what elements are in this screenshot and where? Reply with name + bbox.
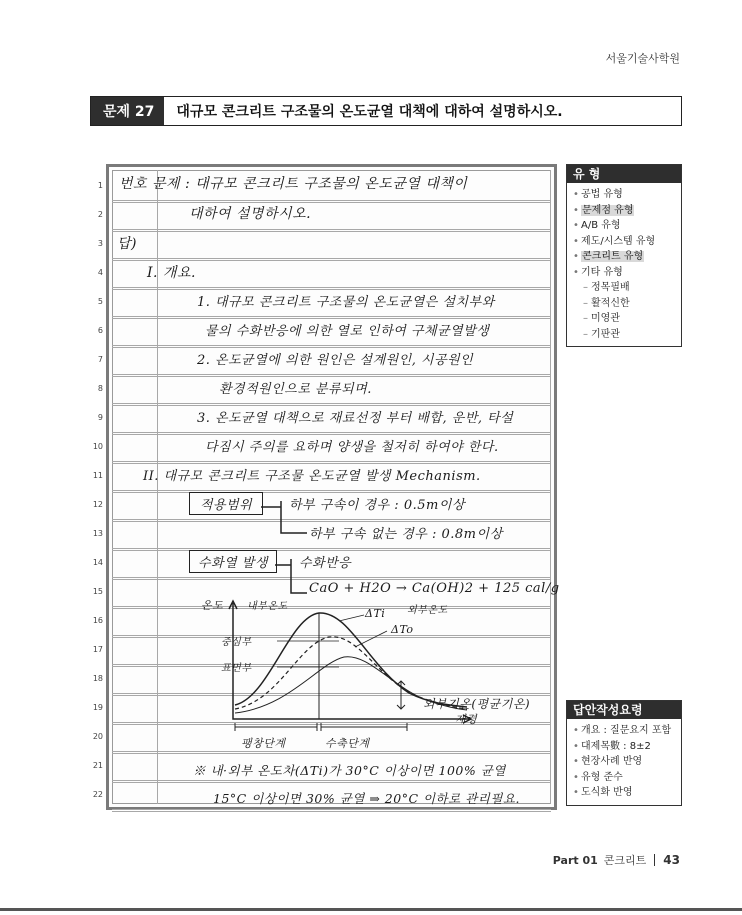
diagram-phase-shrink: 수축단계 xyxy=(325,737,370,750)
line-number: 10 xyxy=(92,442,103,451)
sidebar-type-title: 유 형 xyxy=(567,165,681,183)
line-19: 외부기온(평균기온) xyxy=(423,697,531,711)
bullet-icon: • xyxy=(573,189,579,200)
bullet-icon: • xyxy=(573,235,579,247)
sheet-rule xyxy=(112,751,551,754)
footer xyxy=(553,852,680,868)
problem-tag: 문제 27 xyxy=(91,97,164,125)
line-1: 번호 문제 : 대규모 콘크리트 구조물의 온도균열 대책이 xyxy=(119,176,468,192)
sidebar-type-item xyxy=(573,234,677,250)
sheet-rule xyxy=(112,287,551,290)
line-8: 환경적원인으로 분류되며. xyxy=(219,382,372,397)
line-number: 1 xyxy=(97,181,103,190)
sheet-rule xyxy=(112,345,551,348)
footer-section: 콘크리트 xyxy=(603,854,647,867)
sidebar-type-item-label: 제도/시스템 유형 xyxy=(581,235,656,247)
sidebar-type-item xyxy=(573,218,677,234)
sidebar-type-item xyxy=(573,249,677,265)
line-number: 4 xyxy=(97,268,103,277)
sidebar-type-item-label: 콘크리트 유형 xyxy=(582,251,644,262)
line-13: 하부 구속 없는 경우 : 0.8m이상 xyxy=(309,527,503,542)
sheet-rule xyxy=(112,548,551,551)
sidebar-type-item xyxy=(573,265,677,281)
line-3: 답) xyxy=(117,236,137,252)
sheet-rule xyxy=(112,809,551,812)
line-7: 2. 온도균열에 의한 원인은 설계원인, 시공원인 xyxy=(197,353,474,368)
line-6: 물의 수화반응에 의한 열로 인하여 구체균열발생 xyxy=(205,324,490,339)
line-14: 수화반응 xyxy=(299,556,352,571)
dash-icon: – xyxy=(583,313,588,324)
sidebar-type-item-label: 기타 유형 xyxy=(581,266,623,278)
line-2: 대하여 설명하시오. xyxy=(189,206,312,222)
sheet-rule xyxy=(112,374,551,377)
diagram-center-label: 중심부 xyxy=(221,637,252,648)
sheet-rule xyxy=(112,258,551,261)
line-number: 21 xyxy=(92,761,103,770)
sidebar-type-subitem xyxy=(573,311,677,327)
bullet-icon: • xyxy=(573,771,579,783)
diagram-exterior-label: 외부온도 xyxy=(407,605,448,616)
sidebar-answer-item xyxy=(573,739,677,755)
sheet-rule xyxy=(112,229,551,232)
sidebar-type-item xyxy=(573,203,677,219)
line-12: 하부 구속이 경우 : 0.5m이상 xyxy=(289,498,465,513)
bullet-icon: • xyxy=(573,220,579,231)
dash-icon: – xyxy=(583,328,588,340)
diagram-surface-label: 표면부 xyxy=(221,663,252,674)
sidebar-answer-item xyxy=(573,754,677,770)
line-number: 22 xyxy=(92,790,103,799)
diagram-interior-label: 내부온도 xyxy=(247,601,288,612)
bullet-icon: • xyxy=(573,756,579,767)
sidebar-answer-box xyxy=(566,700,682,806)
bullet-icon: • xyxy=(573,725,579,736)
dash-icon: – xyxy=(583,282,588,293)
line-15: CaO + H2O → Ca(OH)2 + 125 cal/g xyxy=(309,581,560,596)
line-number: 2 xyxy=(97,210,103,219)
diagram-delta-ti: ΔTi xyxy=(365,607,386,620)
line-number: 3 xyxy=(97,239,103,248)
line-number: 8 xyxy=(97,384,103,393)
sidebar-type-box xyxy=(566,164,682,347)
sidebar-answer-item-label: 개요 : 질문요지 포함 xyxy=(581,725,672,736)
box-scope: 적용범위 xyxy=(189,492,263,515)
sidebar-type-item-label: 활적신한 xyxy=(591,297,630,309)
bottom-rule xyxy=(0,908,742,911)
line-21: ※ 내·외부 온도차(ΔTi)가 30°C 이상이면 100% 균열 xyxy=(193,763,506,778)
dash-icon: – xyxy=(583,297,588,309)
line-number: 7 xyxy=(97,355,103,364)
sidebar-type-item-label: A/B 유형 xyxy=(581,220,621,231)
sidebar-type-list xyxy=(567,183,681,346)
sheet-right-line xyxy=(550,170,551,804)
line-10: 다짐시 주의를 요하며 양생을 철저히 하여야 한다. xyxy=(205,440,499,455)
sidebar-type-subitem xyxy=(573,296,677,312)
sidebar-answer-item-label: 유형 준수 xyxy=(581,771,623,783)
line-9: 3. 온도균열 대책으로 재료선정 부터 배합, 운반, 타설 xyxy=(197,411,514,426)
answer-sheet xyxy=(92,164,560,810)
line-number: 12 xyxy=(92,500,103,509)
bullet-icon: • xyxy=(573,787,579,798)
sidebar-answer-item xyxy=(573,785,677,801)
sheet-rule xyxy=(112,432,551,435)
sheet-rule xyxy=(112,519,551,522)
sheet-rule xyxy=(112,200,551,203)
sidebar-answer-list xyxy=(567,719,681,805)
sheet-rule xyxy=(112,403,551,406)
scope-bracket xyxy=(259,497,319,547)
box-heat: 수화열 발생 xyxy=(189,550,277,573)
line-5: 1. 대규모 콘크리트 구조물의 온도균열은 설치부와 xyxy=(197,295,495,310)
line-number: 13 xyxy=(92,529,103,538)
sheet-rule xyxy=(112,780,551,783)
line-number: 11 xyxy=(92,471,103,480)
sidebar-answer-item-label: 도식화 반영 xyxy=(581,787,633,798)
line-11: II. 대규모 콘크리트 구조물 온도균열 발생 Mechanism. xyxy=(143,469,481,484)
header-org: 서울기술사학원 xyxy=(605,52,680,65)
bullet-icon: • xyxy=(573,266,579,278)
line-number: 14 xyxy=(92,558,103,567)
sidebar-type-item-label: 공법 유형 xyxy=(581,189,623,200)
line-4: I. 개요. xyxy=(147,265,196,281)
sidebar-type-item-label: 미영관 xyxy=(591,313,620,324)
sidebar-type-subitem xyxy=(573,327,677,343)
sidebar-answer-title: 답안작성요령 xyxy=(567,701,681,719)
sidebar-answer-item xyxy=(573,770,677,786)
bullet-icon: • xyxy=(573,251,579,262)
bullet-icon: • xyxy=(573,740,579,752)
diagram-y-label: 온도 xyxy=(201,599,224,612)
sidebar-type-item-label: 정목필배 xyxy=(591,282,630,293)
footer-part: Part 01 xyxy=(552,853,598,867)
diagram-delta-to: ΔTo xyxy=(391,623,414,636)
line-number: 5 xyxy=(97,297,103,306)
line-number: 16 xyxy=(92,616,103,625)
diagram-phase-expand: 팽창단계 xyxy=(241,737,286,750)
problem-title: 대규모 콘크리트 구조물의 온도균열 대책에 대하여 설명하시오. xyxy=(176,104,563,120)
sheet-rule xyxy=(112,577,551,580)
sidebar-answer-item xyxy=(573,723,677,739)
sheet-rule xyxy=(112,316,551,319)
line-number: 9 xyxy=(97,413,103,422)
line-number: 20 xyxy=(92,732,103,741)
footer-page-number: 43 xyxy=(663,853,680,867)
sidebar-type-item-label: 문제점 유형 xyxy=(582,204,634,216)
sheet-rule xyxy=(112,461,551,464)
footer-separator xyxy=(654,854,655,866)
line-number: 19 xyxy=(92,703,103,712)
sidebar-type-subitem xyxy=(573,280,677,296)
problem-bar xyxy=(90,96,682,126)
line-22: 15°C 이상이면 30% 균열 ⇒ 20°C 이하로 관리필요. xyxy=(213,791,520,806)
bullet-icon: • xyxy=(573,204,579,216)
line-number: 17 xyxy=(92,645,103,654)
line-number: 6 xyxy=(97,326,103,335)
line-number: 15 xyxy=(92,587,103,596)
sidebar-type-item xyxy=(573,187,677,203)
sidebar-type-item-label: 기판관 xyxy=(591,328,620,340)
line-number: 18 xyxy=(92,674,103,683)
sidebar-answer-item-label: 대제목數 : 8±2 xyxy=(581,740,651,752)
sidebar-answer-item-label: 현장사례 반영 xyxy=(581,756,643,767)
diagram-time-label: 재령 xyxy=(455,713,478,726)
sheet-rule xyxy=(112,490,551,493)
